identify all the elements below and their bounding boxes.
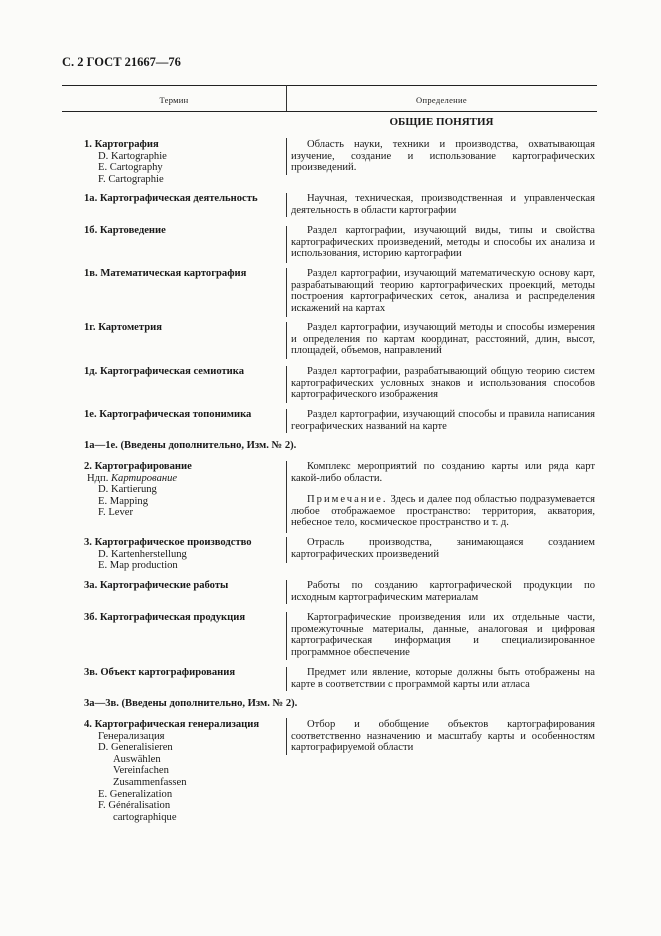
term-entry: [84, 719, 284, 823]
term-equivalent: D. Kartenherstellung: [98, 548, 187, 560]
amendment-note: 3а—3в. (Введены дополнительно, Изм. № 2).: [84, 698, 298, 709]
deprecated-term: [84, 473, 284, 485]
column-divider: [286, 409, 287, 433]
deprecated-label: Ндп.: [87, 472, 109, 484]
table-header-rule: [62, 111, 597, 112]
term-title: 2. Картографирование: [84, 461, 192, 472]
definition-text: Раздел картографии, изучающий способы и правила написания географических названий на карте: [291, 409, 595, 432]
definition-text: Предмет или явление, которые должны быть отображены на карте в соответствии с программой карты или атласа: [291, 667, 595, 690]
definition-text: Раздел картографии, изучающий методы и способы измерения и определения по картам координат, расстояний, длин, высот, площадей, объемов, направлений: [291, 322, 595, 357]
definition-text: Область науки, техники и производства, охватывающая изучение, создание и использование картографических произведений.: [291, 139, 595, 174]
term-entry: [84, 612, 284, 624]
table-top-rule: [62, 85, 597, 86]
term-equivalent: E. Mapping: [98, 495, 149, 507]
column-divider: [286, 537, 287, 563]
definition-text: Научная, техническая, производственная и управленческая деятельность в области картографии: [291, 193, 595, 216]
column-divider: [286, 461, 287, 533]
column-divider: [286, 226, 287, 263]
column-divider: [286, 718, 287, 755]
note-text: Здесь и далее под областью подразумевается любое отображаемое пространство: территория, акватория, небесное тело, космическое пространство и т. д.: [291, 494, 595, 529]
term-equivalent: D. Kartographie: [98, 150, 167, 162]
amendment-note: 1а—1е. (Введены дополнительно, Изм. № 2).: [84, 440, 297, 451]
term-equivalent: Zusammenfassen: [113, 776, 187, 788]
term-title: 1б. Картоведение: [84, 225, 166, 236]
page-header: С. 2 ГОСТ 21667—76: [62, 55, 181, 69]
note-label: Примечание.: [307, 494, 388, 506]
term-equivalent: E. Cartography: [98, 162, 163, 174]
column-header-definitions: Определение: [416, 95, 467, 105]
column-divider: [286, 138, 287, 175]
term-title: 3в. Объект картографирования: [84, 667, 236, 678]
term-equivalent: E. Map production: [98, 560, 178, 572]
column-header-divider: [286, 85, 287, 111]
term-entry: [84, 461, 284, 519]
term-entry: [84, 193, 284, 205]
term-entry: [84, 667, 284, 679]
term-title: 1. Картография: [84, 139, 159, 150]
term-entry: [84, 322, 284, 334]
term-equivalent: Vereinfachen: [113, 765, 169, 777]
term-equivalent: D. Kartierung: [98, 484, 157, 496]
term-equivalent: cartographique: [113, 811, 177, 823]
term-entry: [84, 409, 284, 421]
term-title: 4. Картографическая генерализация: [84, 719, 260, 730]
term-title: 3. Картографическое производство: [84, 537, 252, 548]
term-title: 1в. Математическая картография: [84, 268, 247, 279]
column-divider: [286, 268, 287, 317]
term-entry: [84, 139, 284, 185]
definition-text: Работы по созданию картографической продукции по исходным картографическим материалам: [291, 580, 595, 603]
column-header-terms: Термин: [159, 95, 189, 105]
term-title: 3б. Картографическая продукция: [84, 612, 246, 623]
definition-text: Комплекс мероприятий по созданию карты или ряда карт какой-либо области. Примечание. Здесь и далее под областью подразумевается любое отображаемое пространство: территория, акватория, небесное тело, космическое пространство и т. д.: [291, 461, 595, 529]
deprecated-value: Картирование: [111, 472, 178, 484]
term-equivalent: D. Generalisieren: [98, 742, 173, 754]
column-divider: [286, 366, 287, 403]
term-entry: [84, 537, 284, 572]
column-divider: [286, 667, 287, 691]
term-title: 1е. Картографическая топонимика: [84, 409, 252, 420]
term-equivalent: E. Generalization: [98, 788, 173, 800]
term-entry: [84, 580, 284, 592]
term-title: 1а. Картографическая деятельность: [84, 193, 258, 204]
definition-text: Раздел картографии, изучающий виды, типы и свойства картографических произведений, методы и способы их анализа и использования, историю картографии: [291, 225, 595, 260]
term-equivalent: F. Généralisation: [98, 800, 171, 812]
definition-text: Отбор и обобщение объектов картографирования соответственно назначению и масштабу карты и особенностям картографируемой области: [291, 719, 595, 754]
definition-text: Картографические произведения или их отдельные части, промежуточные материалы, данные, аналоговая и цифровая картографическая информация и специализированное программное обеспечение: [291, 612, 595, 658]
term-entry: [84, 366, 284, 378]
section-title: ОБЩИЕ ПОНЯТИЯ: [389, 116, 494, 128]
definition-text: Отрасль производства, занимающаяся созданием картографических произведений: [291, 537, 595, 560]
term-equivalent: F. Cartographie: [98, 173, 164, 185]
definition-text: Раздел картографии, изучающий математическую основу карт, разрабатывающий теорию картографических проекций, методы построения картографических сеток, анализа и распределения искажений на картах: [291, 268, 595, 314]
term-title: 1г. Картометрия: [84, 322, 162, 333]
term-equivalent: Auswählen: [113, 753, 161, 765]
column-divider: [286, 612, 287, 660]
term-entry: [84, 225, 284, 237]
column-divider: [286, 193, 287, 217]
term-title: 3а. Картографические работы: [84, 580, 229, 591]
column-divider: [286, 322, 287, 359]
term-title: 1д. Картографическая семиотика: [84, 366, 245, 377]
term-synonym: Генерализация: [98, 730, 165, 742]
term-equivalent: F. Lever: [98, 507, 134, 519]
term-entry: [84, 268, 284, 280]
definition-text: Раздел картографии, разрабатывающий общую теорию систем картографических условных знаков и использования способов картографического изображения: [291, 366, 595, 401]
column-divider: [286, 580, 287, 604]
definition-note: [291, 494, 595, 529]
